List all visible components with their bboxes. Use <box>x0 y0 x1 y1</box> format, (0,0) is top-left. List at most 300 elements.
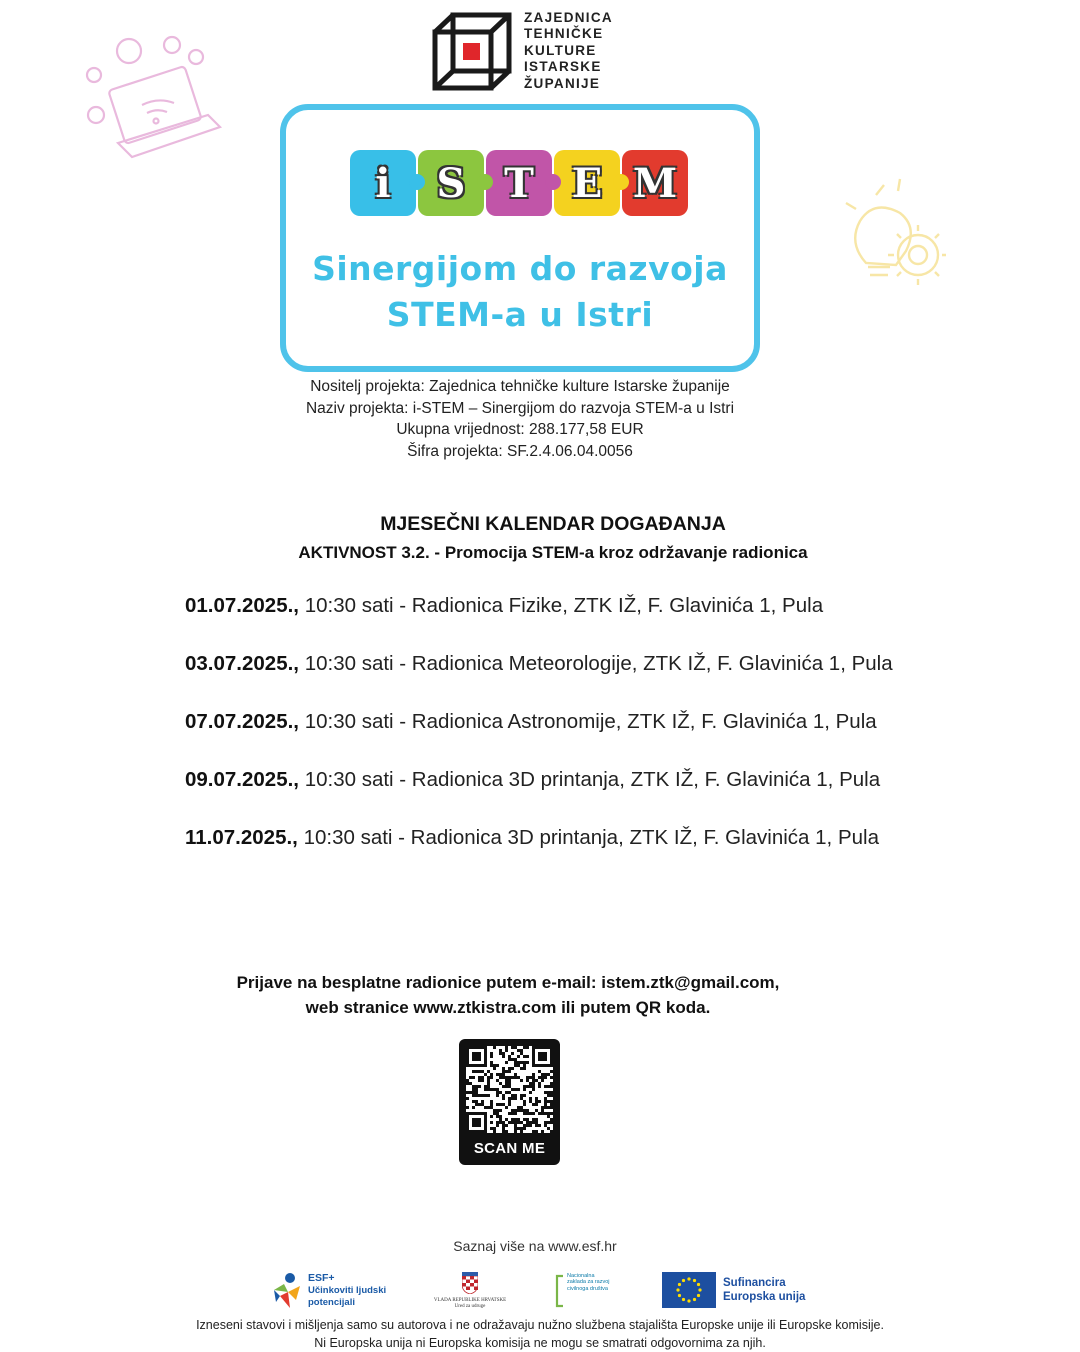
qr-module <box>511 1076 514 1079</box>
qr-module <box>496 1124 499 1127</box>
qr-module <box>493 1064 496 1067</box>
event-item <box>185 768 1055 826</box>
qr-module <box>472 1091 475 1094</box>
qr-module <box>550 1100 553 1103</box>
qr-module <box>508 1091 511 1094</box>
qr-module <box>514 1127 517 1130</box>
qr-module <box>511 1058 514 1061</box>
qr-module <box>547 1094 550 1097</box>
qr-module <box>490 1115 493 1118</box>
qr-module <box>493 1067 496 1070</box>
qr-module <box>511 1046 514 1049</box>
eu-star <box>697 1283 700 1286</box>
qr-module <box>469 1091 472 1094</box>
qr-module <box>502 1124 505 1127</box>
eu-caption-line: Europska unija <box>723 1291 806 1303</box>
tagline-line: Sinergijom do razvoja <box>312 249 728 288</box>
qr-module <box>508 1097 511 1100</box>
org-name-line: TEHNIČKE <box>524 26 604 42</box>
qr-module <box>520 1061 523 1064</box>
qr-module <box>535 1100 538 1103</box>
qr-module <box>520 1094 523 1097</box>
qr-module <box>550 1121 553 1124</box>
qr-module <box>538 1085 541 1088</box>
qr-module <box>484 1094 487 1097</box>
calendar-title: MJESEČNI KALENDAR DOGAĐANJA <box>380 513 726 535</box>
qr-module <box>541 1106 544 1109</box>
qr-module <box>544 1103 547 1106</box>
qr-module <box>529 1100 532 1103</box>
funders-logos <box>270 1270 830 1316</box>
qr-module <box>502 1073 505 1076</box>
qr-module <box>514 1109 517 1112</box>
qr-module <box>523 1061 526 1064</box>
puzzle-piece-t: T <box>486 150 552 216</box>
qr-module <box>535 1097 538 1100</box>
qr-module <box>511 1109 514 1112</box>
qr-module <box>532 1112 535 1115</box>
project-info <box>200 376 840 462</box>
qr-module <box>541 1109 544 1112</box>
qr-module <box>490 1100 493 1103</box>
qr-module <box>517 1127 520 1130</box>
qr-module <box>526 1046 529 1049</box>
eu-caption <box>723 1276 805 1304</box>
qr-module <box>508 1070 511 1073</box>
qr-module <box>514 1073 517 1076</box>
qr-module <box>526 1118 529 1121</box>
qr-module <box>535 1079 538 1082</box>
qr-module <box>475 1085 478 1088</box>
project-code: Šifra projekta: SF.2.4.06.04.0056 <box>407 442 633 460</box>
istem-tagline <box>300 246 740 338</box>
qr-module <box>472 1094 475 1097</box>
qr-module <box>496 1064 499 1067</box>
qr-module <box>520 1106 523 1109</box>
qr-module <box>502 1067 505 1070</box>
qr-module <box>478 1076 481 1079</box>
disclaimer-line: Ni Europska unija ni Europska komisija ne mogu se smatrati odgovornima za njih. <box>314 1336 766 1350</box>
eu-star <box>687 1299 690 1302</box>
eu-caption-line: Sufinancira <box>723 1277 786 1289</box>
qr-module <box>523 1103 526 1106</box>
qr-code-icon <box>466 1046 553 1133</box>
qr-module <box>478 1094 481 1097</box>
qr-finder <box>472 1118 481 1127</box>
qr-module <box>544 1124 547 1127</box>
qr-module <box>490 1061 493 1064</box>
qr-module <box>544 1091 547 1094</box>
qr-module <box>514 1118 517 1121</box>
qr-module <box>523 1118 526 1121</box>
qr-module <box>532 1130 535 1133</box>
qr-module <box>535 1121 538 1124</box>
qr-module <box>520 1121 523 1124</box>
qr-module <box>505 1070 508 1073</box>
qr-module <box>511 1094 514 1097</box>
qr-module <box>523 1124 526 1127</box>
qr-module <box>511 1052 514 1055</box>
org-logo <box>432 10 612 94</box>
eu-star <box>678 1294 681 1297</box>
org-name-line: ISTARSKE <box>524 59 602 75</box>
eu-disclaimer <box>60 1316 1020 1352</box>
qr-finder <box>538 1052 547 1061</box>
project-holder: Nositelj projekta: Zajednica tehničke kulture Istarske županije <box>310 378 730 395</box>
qr-module <box>514 1124 517 1127</box>
qr-module <box>493 1130 496 1133</box>
qr-module <box>493 1127 496 1130</box>
qr-module <box>511 1097 514 1100</box>
qr-module <box>523 1109 526 1112</box>
qr-module <box>502 1103 505 1106</box>
qr-module <box>550 1076 553 1079</box>
event-details: 10:30 sati - Radionica 3D printanja, ZTK IŽ, F. Glavinića 1, Pula <box>299 768 881 791</box>
cube-logo-icon <box>432 12 512 92</box>
qr-module <box>505 1049 508 1052</box>
project-value: Ukupna vrijednost: 288.177,58 EUR <box>396 421 644 439</box>
nzrcd-caption: Nacionalna zaklada za razvoj civilnoga društva <box>567 1273 610 1292</box>
qr-module <box>505 1079 508 1082</box>
qr-module <box>523 1088 526 1091</box>
qr-module <box>499 1118 502 1121</box>
qr-module <box>544 1097 547 1100</box>
qr-module <box>505 1061 508 1064</box>
qr-module <box>490 1052 493 1055</box>
qr-module <box>514 1112 517 1115</box>
qr-module <box>523 1085 526 1088</box>
qr-module <box>550 1130 553 1133</box>
qr-pattern <box>466 1046 553 1133</box>
qr-module <box>487 1094 490 1097</box>
qr-module <box>514 1097 517 1100</box>
disclaimer-line: Izneseni stavovi i mišljenja samo su autorova i ne odražavaju nužno službena stajališta Europske unije ili Europske komisije. <box>196 1318 884 1332</box>
qr-module <box>520 1049 523 1052</box>
eu-star <box>678 1283 681 1286</box>
qr-module <box>532 1073 535 1076</box>
qr-module <box>529 1091 532 1094</box>
puzzle-piece-s: S <box>418 150 484 216</box>
qr-module <box>517 1118 520 1121</box>
esf-subtitle <box>308 1285 386 1309</box>
event-date: 07.07.2025., <box>185 710 299 733</box>
qr-module <box>496 1091 499 1094</box>
qr-module <box>502 1130 505 1133</box>
qr-module <box>481 1103 484 1106</box>
qr-module <box>502 1052 505 1055</box>
qr-module <box>472 1070 475 1073</box>
qr-module <box>472 1106 475 1109</box>
qr-module <box>490 1064 493 1067</box>
qr-module <box>520 1097 523 1100</box>
qr-module <box>502 1094 505 1097</box>
qr-module <box>499 1049 502 1052</box>
qr-module <box>499 1076 502 1079</box>
qr-module <box>502 1121 505 1124</box>
qr-module <box>496 1109 499 1112</box>
qr-module <box>517 1109 520 1112</box>
org-name-line: ŽUPANIJE <box>524 75 601 91</box>
qr-module <box>475 1100 478 1103</box>
qr-module <box>520 1067 523 1070</box>
event-date: 09.07.2025., <box>185 768 299 791</box>
qr-module <box>508 1055 511 1058</box>
qr-module <box>532 1076 535 1079</box>
qr-module <box>490 1055 493 1058</box>
signup-info <box>150 970 866 1020</box>
qr-module <box>499 1052 502 1055</box>
qr-module <box>514 1076 517 1079</box>
qr-module <box>517 1049 520 1052</box>
qr-module <box>475 1070 478 1073</box>
qr-module <box>487 1106 490 1109</box>
event-item <box>185 826 1055 884</box>
qr-module <box>475 1091 478 1094</box>
qr-module <box>517 1088 520 1091</box>
qr-module <box>541 1130 544 1133</box>
qr-module <box>517 1076 520 1079</box>
qr-module <box>496 1103 499 1106</box>
qr-module <box>511 1067 514 1070</box>
qr-module <box>544 1100 547 1103</box>
bracket-logo-icon <box>555 1274 565 1308</box>
qr-module <box>529 1112 532 1115</box>
eu-star <box>682 1279 685 1282</box>
qr-module <box>532 1088 535 1091</box>
qr-module <box>529 1097 532 1100</box>
qr-module <box>508 1076 511 1079</box>
event-date: 11.07.2025., <box>185 826 298 849</box>
qr-module <box>490 1127 493 1130</box>
qr-module <box>508 1082 511 1085</box>
qr-module <box>490 1073 493 1076</box>
qr-code[interactable] <box>459 1039 560 1165</box>
qr-module <box>532 1118 535 1121</box>
qr-module <box>475 1094 478 1097</box>
qr-module <box>505 1118 508 1121</box>
qr-module <box>517 1106 520 1109</box>
qr-module <box>481 1094 484 1097</box>
qr-module <box>481 1100 484 1103</box>
qr-module <box>466 1091 469 1094</box>
qr-module <box>514 1088 517 1091</box>
qr-module <box>550 1118 553 1121</box>
qr-module <box>511 1112 514 1115</box>
qr-module <box>508 1112 511 1115</box>
qr-module <box>508 1079 511 1082</box>
qr-module <box>550 1082 553 1085</box>
qr-module <box>502 1127 505 1130</box>
qr-module <box>523 1112 526 1115</box>
eu-star <box>697 1294 700 1297</box>
qr-module <box>490 1103 493 1106</box>
qr-module <box>550 1094 553 1097</box>
qr-module <box>514 1061 517 1064</box>
qr-module <box>526 1121 529 1124</box>
qr-module <box>526 1076 529 1079</box>
qr-module <box>532 1121 535 1124</box>
esf-title: ESF+ <box>308 1272 335 1284</box>
qr-module <box>538 1124 541 1127</box>
eu-star <box>693 1279 696 1282</box>
qr-module <box>514 1094 517 1097</box>
qr-module <box>499 1103 502 1106</box>
qr-module <box>508 1121 511 1124</box>
qr-module <box>550 1106 553 1109</box>
qr-module <box>544 1112 547 1115</box>
qr-module <box>535 1124 538 1127</box>
qr-module <box>499 1115 502 1118</box>
qr-module <box>496 1073 499 1076</box>
qr-module <box>508 1100 511 1103</box>
qr-module <box>484 1106 487 1109</box>
qr-module <box>502 1085 505 1088</box>
qr-module <box>529 1121 532 1124</box>
croatian-coat-of-arms-icon <box>462 1272 478 1294</box>
qr-module <box>514 1058 517 1061</box>
qr-module <box>487 1085 490 1088</box>
qr-module <box>523 1055 526 1058</box>
qr-module <box>499 1109 502 1112</box>
esf-more-info: Saznaj više na www.esf.hr <box>453 1238 617 1254</box>
signup-line-web: web stranice www.ztkistra.com ili putem QR koda. <box>305 998 711 1017</box>
qr-module <box>526 1079 529 1082</box>
qr-module <box>526 1112 529 1115</box>
qr-module <box>538 1100 541 1103</box>
qr-module <box>472 1088 475 1091</box>
qr-module <box>532 1085 535 1088</box>
qr-module <box>502 1097 505 1100</box>
activity-title: AKTIVNOST 3.2. - Promocija STEM-a kroz održavanje radionica <box>298 543 808 562</box>
qr-module <box>481 1070 484 1073</box>
laptop-wifi-doodle-icon <box>80 35 230 170</box>
tagline-line: STEM-a u Istri <box>386 295 654 334</box>
qr-module <box>493 1088 496 1091</box>
qr-module <box>505 1106 508 1109</box>
gov-caption-line: Ured za udruge <box>454 1304 486 1309</box>
qr-module <box>544 1076 547 1079</box>
esf-people-icon <box>270 1272 304 1312</box>
qr-module <box>550 1085 553 1088</box>
qr-module <box>547 1073 550 1076</box>
qr-module <box>502 1070 505 1073</box>
qr-module <box>499 1121 502 1124</box>
qr-module <box>517 1121 520 1124</box>
qr-module <box>532 1103 535 1106</box>
nzrcd-logo <box>555 1272 615 1314</box>
qr-module <box>526 1061 529 1064</box>
qr-module <box>529 1085 532 1088</box>
org-name-line: ZAJEDNICA <box>524 10 613 25</box>
qr-module <box>475 1088 478 1091</box>
puzzle-piece-m: M <box>622 150 688 216</box>
qr-module <box>466 1106 469 1109</box>
event-details: 10:30 sati - Radionica 3D printanja, ZTK IŽ, F. Glavinića 1, Pula <box>297 826 879 849</box>
qr-module <box>505 1085 508 1088</box>
qr-module <box>517 1055 520 1058</box>
qr-module <box>493 1046 496 1049</box>
qr-module <box>466 1079 469 1082</box>
qr-module <box>490 1121 493 1124</box>
qr-module <box>544 1106 547 1109</box>
org-name <box>524 10 613 92</box>
qr-module <box>490 1106 493 1109</box>
eu-star <box>693 1298 696 1301</box>
esf-logo <box>270 1272 400 1312</box>
qr-module <box>490 1076 493 1079</box>
qr-module <box>520 1052 523 1055</box>
qr-module <box>478 1103 481 1106</box>
qr-module <box>535 1109 538 1112</box>
qr-module <box>499 1073 502 1076</box>
qr-module <box>547 1085 550 1088</box>
qr-module <box>526 1055 529 1058</box>
qr-module <box>523 1046 526 1049</box>
qr-module <box>502 1055 505 1058</box>
qr-module <box>547 1127 550 1130</box>
qr-module <box>496 1121 499 1124</box>
qr-module <box>502 1076 505 1079</box>
qr-module <box>481 1076 484 1079</box>
qr-module <box>505 1130 508 1133</box>
qr-module <box>550 1091 553 1094</box>
qr-module <box>538 1076 541 1079</box>
event-details: 10:30 sati - Radionica Fizike, ZTK IŽ, F. Glavinića 1, Pula <box>299 594 824 617</box>
qr-module <box>541 1073 544 1076</box>
qr-module <box>490 1088 493 1091</box>
qr-module <box>541 1076 544 1079</box>
qr-module <box>544 1121 547 1124</box>
qr-module <box>484 1085 487 1088</box>
qr-module <box>526 1124 529 1127</box>
org-name-line: KULTURE <box>524 42 597 58</box>
qr-module <box>505 1091 508 1094</box>
event-details: 10:30 sati - Radionica Meteorologije, ZTK IŽ, F. Glavinića 1, Pula <box>299 652 893 675</box>
qr-module <box>496 1115 499 1118</box>
qr-module <box>496 1079 499 1082</box>
istem-puzzle-logo <box>350 150 690 222</box>
qr-module <box>514 1130 517 1133</box>
project-name: Naziv projekta: i-STEM – Sinergijom do razvoja STEM-a u Istri <box>305 399 735 417</box>
qr-module <box>505 1076 508 1079</box>
eu-star <box>682 1298 685 1301</box>
qr-module <box>508 1103 511 1106</box>
qr-module <box>550 1112 553 1115</box>
qr-module <box>496 1088 499 1091</box>
eu-cofunded-logo <box>662 1272 822 1312</box>
eu-star <box>698 1288 701 1291</box>
eu-star <box>676 1288 679 1291</box>
qr-module <box>523 1067 526 1070</box>
qr-module <box>508 1058 511 1061</box>
qr-module <box>478 1070 481 1073</box>
puzzle-piece-e: E <box>554 150 620 216</box>
qr-module <box>484 1073 487 1076</box>
qr-module <box>511 1118 514 1121</box>
qr-module <box>484 1088 487 1091</box>
esf-subtitle-line: potencijali <box>308 1297 355 1308</box>
eu-stars-icon <box>662 1272 716 1308</box>
qr-module <box>481 1079 484 1082</box>
qr-module <box>547 1115 550 1118</box>
qr-module <box>508 1085 511 1088</box>
lightbulb-gear-doodle-icon <box>836 175 946 290</box>
event-item <box>185 710 1055 768</box>
croatian-government-logo <box>430 1270 510 1316</box>
qr-module <box>478 1085 481 1088</box>
qr-module <box>544 1085 547 1088</box>
qr-module <box>508 1067 511 1070</box>
